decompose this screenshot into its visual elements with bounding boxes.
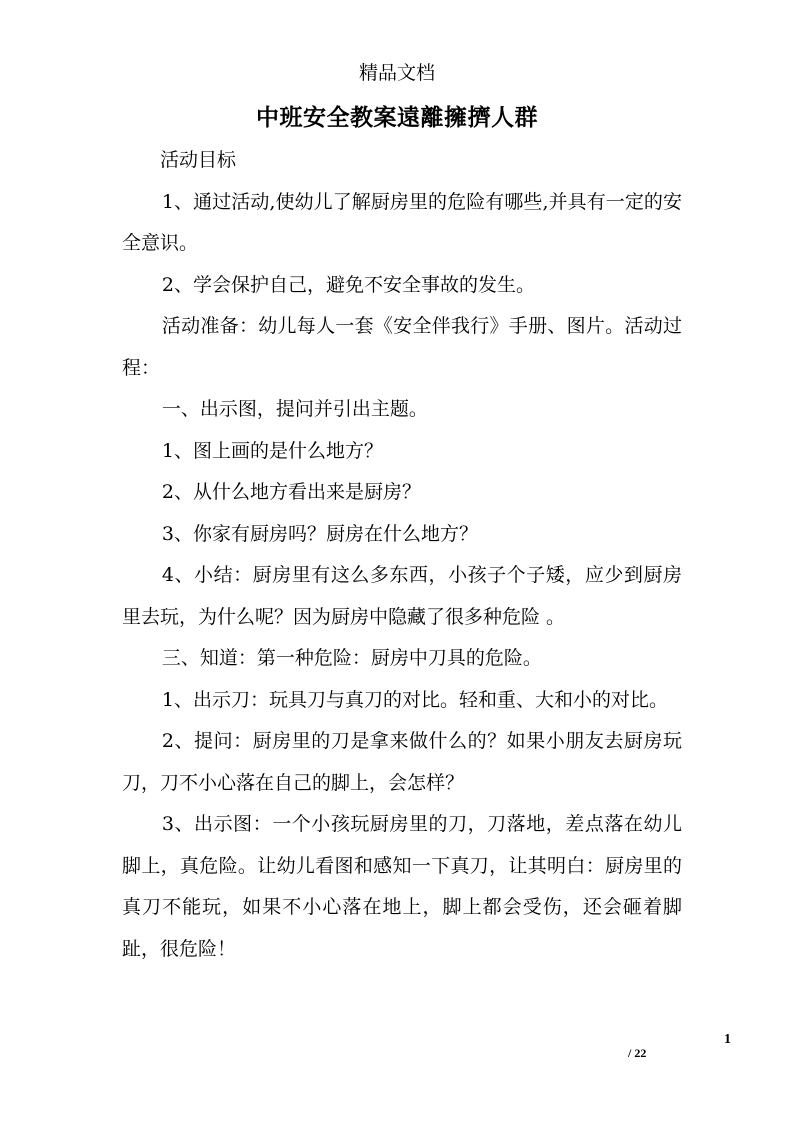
paragraph: 3、出示图：一个小孩玩厨房里的刀，刀落地，差点落在幼儿脚上，真危险。让幼儿看图和感知一下真刀，让其明白：厨房里的真刀不能玩，如果不小心落在地上，脚上都会受伤，还会砸着脚趾，很危险！ [122, 813, 682, 960]
paragraph: 活动准备：幼儿每人一套《安全伴我行》手册、图片。活动过程： [122, 315, 682, 379]
document-body [122, 140, 682, 970]
paragraph: 三、知道：第一种危险：厨房中刀具的危险。 [161, 647, 542, 669]
paragraph: 2、提问：厨房里的刀是拿来做什么的？如果小朋友去厨房玩刀，刀不小心落在自己的脚上，会怎样？ [122, 730, 682, 794]
document-title: 中班安全教案遠離擁擠人群 [256, 104, 538, 131]
paragraph: 4、小结：厨房里有这么多东西，小孩子个子矮，应少到厨房里去玩，为什么呢？因为厨房中隐藏了很多种危险 。 [122, 564, 682, 628]
paragraph: 1、出示刀：玩具刀与真刀的对比。轻和重、大和小的对比。 [161, 688, 668, 711]
page-total: / 22 [628, 1046, 647, 1060]
document-header-label: 精品文档 [358, 62, 435, 84]
paragraph: 2、学会保护自己，避免不安全事故的发生。 [161, 273, 535, 296]
page-number: 1 [724, 1032, 731, 1047]
paragraph: 1、通过活动,使幼儿了解厨房里的危险有哪些,并具有一定的安全意识。 [122, 190, 682, 254]
paragraph: 一、出示图，提问并引出主题。 [161, 398, 428, 420]
paragraph: 2、从什么地方看出来是厨房？ [161, 481, 421, 503]
paragraph: 1、图上画的是什么地方？ [161, 439, 383, 462]
paragraph: 3、你家有厨房吗？厨房在什么地方？ [161, 522, 478, 545]
section-heading-goals: 活动目标 [160, 149, 237, 171]
